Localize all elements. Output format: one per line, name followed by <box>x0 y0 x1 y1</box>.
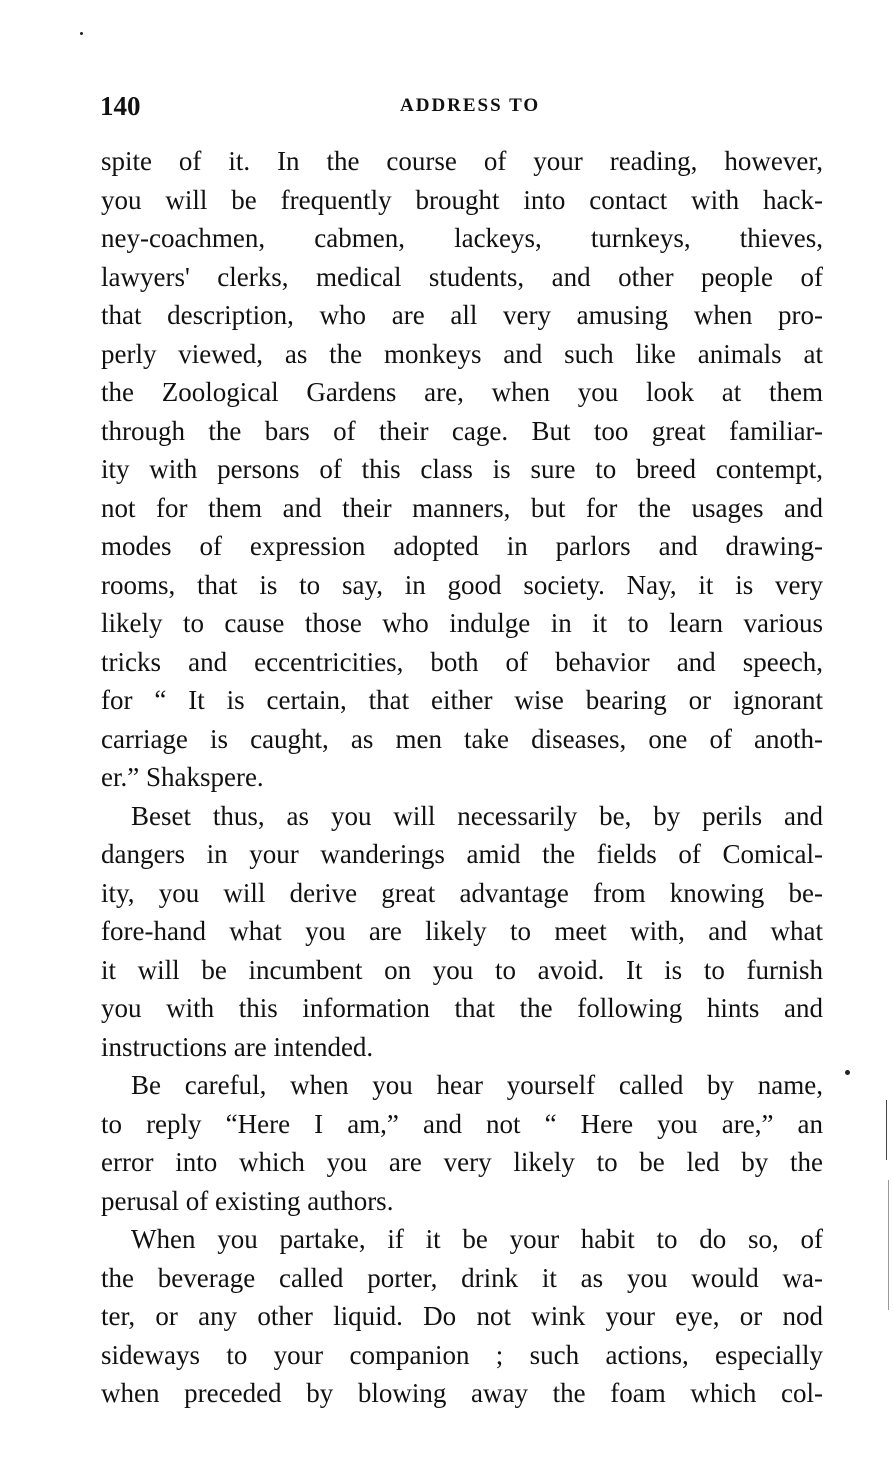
text-line: perly viewed, as the monkeys and such like animals at <box>101 338 823 369</box>
text-line: likely to cause those who indulge in it to learn various <box>101 608 823 638</box>
text-line: ity, you will derive great advantage from knowing be- <box>101 877 823 908</box>
text-line: for “ It is certain, that either wise bearing or ignorant <box>101 685 823 715</box>
text-line: error into which you are very likely to be led by the <box>101 1147 823 1177</box>
text-line: When you partake, if it be your habit to do so, of <box>131 1224 823 1254</box>
paragraph-1 <box>101 142 823 797</box>
text-line: carriage is caught, as men take diseases, one of anoth- <box>101 723 823 754</box>
text-line: ter, or any other liquid. Do not wink your eye, or nod <box>101 1301 823 1331</box>
text-line: perusal of existing authors. <box>101 1185 394 1216</box>
text-line: modes of expression adopted in parlors and drawing- <box>101 531 823 561</box>
text-line: sideways to your companion ; such actions, especially <box>101 1339 823 1370</box>
text-line: the Zoological Gardens are, when you look at them <box>101 377 823 407</box>
body-text <box>101 142 823 1413</box>
scan-speck <box>845 1070 850 1075</box>
text-line: you will be frequently brought into contact with hack- <box>101 184 823 215</box>
text-line: when preceded by blowing away the foam which col- <box>101 1378 823 1408</box>
text-line: you with this information that the following hints and <box>101 993 823 1023</box>
scan-speck <box>80 32 83 35</box>
text-line: rooms, that is to say, in good society. Nay, it is very <box>101 569 823 600</box>
scan-edge-line <box>886 1100 887 1160</box>
text-line: Be careful, when you hear yourself called by name, <box>131 1070 823 1100</box>
paragraph-4 <box>101 1220 823 1413</box>
text-line: Beset thus, as you will necessarily be, by perils and <box>131 800 823 831</box>
paragraph-2 <box>101 797 823 1067</box>
text-line: fore-hand what you are likely to meet with, and what <box>101 916 823 946</box>
text-line: dangers in your wanderings amid the fields of Comical- <box>101 839 823 869</box>
text-line: that description, who are all very amusing when pro- <box>101 300 823 330</box>
text-line: ney-coachmen, cabmen, lackeys, turnkeys, thieves, <box>101 223 823 253</box>
text-line: to reply “Here I am,” and not “ Here you are,” an <box>101 1108 823 1139</box>
text-line: it will be incumbent on you to avoid. It is to furnish <box>101 954 823 985</box>
paragraph-3 <box>101 1066 823 1220</box>
text-line: through the bars of their cage. But too great familiar- <box>101 415 823 446</box>
text-line: tricks and eccentricities, both of behavior and speech, <box>101 646 823 677</box>
text-line: ity with persons of this class is sure to breed contempt, <box>101 454 823 484</box>
text-line: the beverage called porter, drink it as you would wa- <box>101 1262 823 1293</box>
text-line: lawyers' clerks, medical students, and other people of <box>101 261 823 292</box>
page-header <box>100 86 822 126</box>
page-number: 140 <box>100 91 141 121</box>
text-line: instructions are intended. <box>101 1031 374 1062</box>
running-head: ADDRESS TO <box>400 95 541 116</box>
scan-edge-line <box>888 1180 889 1310</box>
text-line: spite of it. In the course of your reading, however, <box>101 146 823 176</box>
text-line: er.” Shakspere. <box>101 762 264 792</box>
text-line: not for them and their manners, but for the usages and <box>101 492 823 523</box>
